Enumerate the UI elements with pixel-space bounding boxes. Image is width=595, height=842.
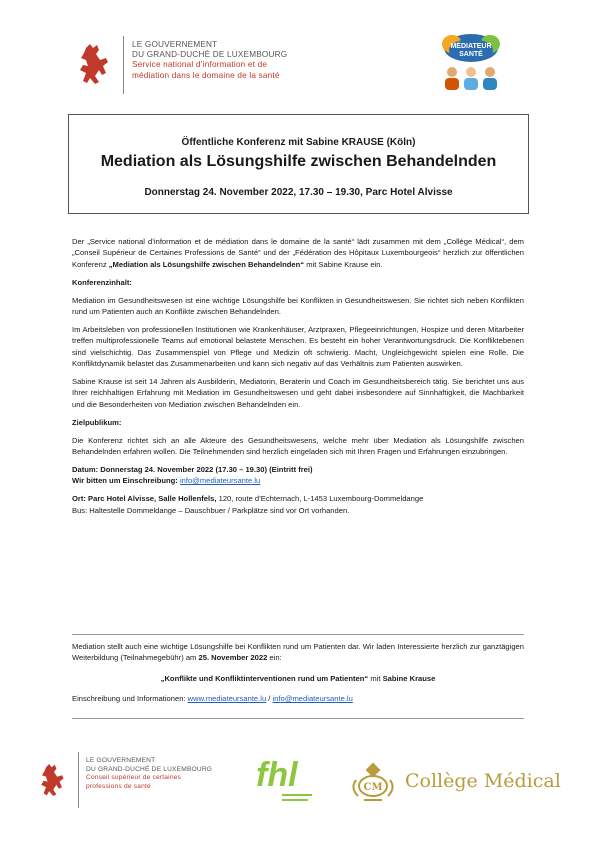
footer-gov-line-4: professions de santé [86,782,151,790]
footer-lion-logo [38,762,70,798]
footer-gov-line-2: DU GRAND-DUCHÉ DE LUXEMBOURG [86,765,213,773]
government-wordmark [132,40,287,81]
content-paragraph-1: Mediation im Gesundheitswesen ist eine wichtige Lösungshilfe bei Konflikten in Gesundheitswesen. Sie richtet sich neben Konflikten rund um Patienten auch an Konflikte zwischen Behandelnden. [72,295,524,317]
title-main: Mediation als Lösungshilfe zwischen Behandelnden [100,153,497,170]
date-line: Datum: Donnerstag 24. November 2022 (17.30 – 19.30) (Eintritt frei) [72,465,313,474]
footer-gov-line-1: LE GOUVERNEMENT [86,757,156,764]
mediateur-sante-logo [438,32,504,96]
training-section [72,641,524,705]
luxembourg-lion-logo [76,42,116,86]
college-medical-emblem [348,760,398,808]
intro-text: Der „Service national d’information et de médiation dans le domaine de la santé“ lädt zusammen mit dem „Collège Médical“, dem „Conseil Supérieur de Certaines Professions de Santé“ und der „Fédération des Hôpitaux Luxembourgeois“ herzlich zur öffentlichen Konferenz [72,237,524,269]
course-with: mit [368,673,383,683]
intro-paragraph [72,236,524,270]
footer-gov-line-3: Conseil supérieur de certaines [86,774,182,782]
bus-line: Bus: Haltestelle Dommeldange – Dauschbuer / Parkplätze sind vor Ort vorhanden. [72,505,350,515]
course-line [72,673,524,684]
fhl-logo [252,752,326,812]
course-speaker: Sabine Krause [382,673,436,683]
gov-line-4: médiation dans le domaine de la santé [132,70,280,80]
gov-line-2: DU GRAND-DUCHÉ DE LUXEMBOURG [132,50,288,60]
training-paragraph [72,641,524,664]
title-subtitle: Öffentliche Konferenz mit Sabine KRAUSE (Köln) [181,137,416,148]
section-divider [72,634,524,635]
website-link[interactable]: www.mediateursante.lu [187,694,267,704]
place-bold: Ort: Parc Hotel Alvisse, Salle Hollenfels, [72,494,217,504]
content-paragraph-2: Im Arbeitsleben von professionellen Institutionen wie Krankenhäuser, Arztpraxen, Pflegeeinrichtungen, Hospize und deren Mitarbeiter treffen multiprofessionelle Teams auf emotional belastete Menschen. Es besteht ein hoher Verantwortungsdruck. Die Konfliktebenen sind vielschichtig. Das Zusammenspiel von Pflege und Medizin oft schwierig. Macht, Ungleichgewicht spielen eine Rolle. Die Konfliktdynamik belastet das Zusammenarbeiten und kann sich negativ auf das Verhältnis zum Patienten auswirken. [72,324,524,369]
badge-line-2: SANTÉ [459,51,483,58]
register-label: Wir bitten um Einschreibung: [72,476,180,486]
fhl-wordmark: fhl [256,756,298,794]
info-separator: / [266,694,273,704]
gov-line-3: Service national d’information et de [132,60,268,70]
content-paragraph-3: Sabine Krause ist seit 14 Jahren als Ausbilderin, Mediatorin, Beraterin und Coach im Gesundheitsbereich tätig. Sie berichtet uns aus Ihrer reichhaltigen Erfahrung mit Mediation im Gesundheitswesen und geht dabei insbesondere auf Sinnhaftigkeit, die Machbarkeit und die Besonderheiten von Mediation zwischen Behandelnden ein. [72,377,524,409]
gov-line-1: LE GOUVERNEMENT [132,40,218,49]
content-heading: Konferenzinhalt: [72,277,132,287]
title-box [68,114,529,214]
college-medical-wordmark: Collège Médical [405,770,561,792]
body-text [72,236,524,516]
footer-logo-divider [78,752,79,808]
audience-heading: Zielpublikum: [72,417,122,427]
footer-divider [72,718,524,719]
title-date: Donnerstag 24. November 2022, 17.30 – 19.30, Parc Hotel Alvisse [144,187,453,198]
info-label: Einschreibung und Informationen: [72,694,188,704]
training-text-end: ein: [267,653,282,663]
info-line [72,693,524,704]
course-title: „Konflikte und Konfliktinterventionen rund um Patienten“ [160,673,369,683]
intro-conference-title: „Mediation als Lösungshilfe zwischen Behandelnden“ [108,259,305,269]
training-text: Mediation stellt auch eine wichtige Lösungshilfe bei Konflikten rund um Patienten dar. Wir laden Interessierte herzlich zur ganztägigen Weiterbildung (Teilnahmegebühr) am [72,642,524,663]
footer-government-wordmark [86,757,212,791]
svg-text:CM: CM [363,782,383,793]
audience-paragraph: Die Konferenz richtet sich an alle Akteure des Gesundheitswesens, welche mehr über Mediation als Lösungshilfe zwischen Behandelnden erfahren wollen. Die Teilnehmenden sind herzlich eingeladen sich mit Ihren Fragen und Erfahrungen einzubringen. [72,435,524,457]
training-date: 25. November 2022 [198,653,268,663]
badge-line-1: MÉDIATEUR [450,43,492,50]
intro-text-end: mit Sabine Krause ein. [304,259,383,269]
place-address: 120, route d’Echternach, L-1453 Luxembourg-Dommeldange [216,494,424,504]
header-divider [123,36,124,94]
register-email-link[interactable]: info@mediateursante.lu [179,476,261,486]
info-email-link[interactable]: info@mediateursante.lu [272,694,353,704]
